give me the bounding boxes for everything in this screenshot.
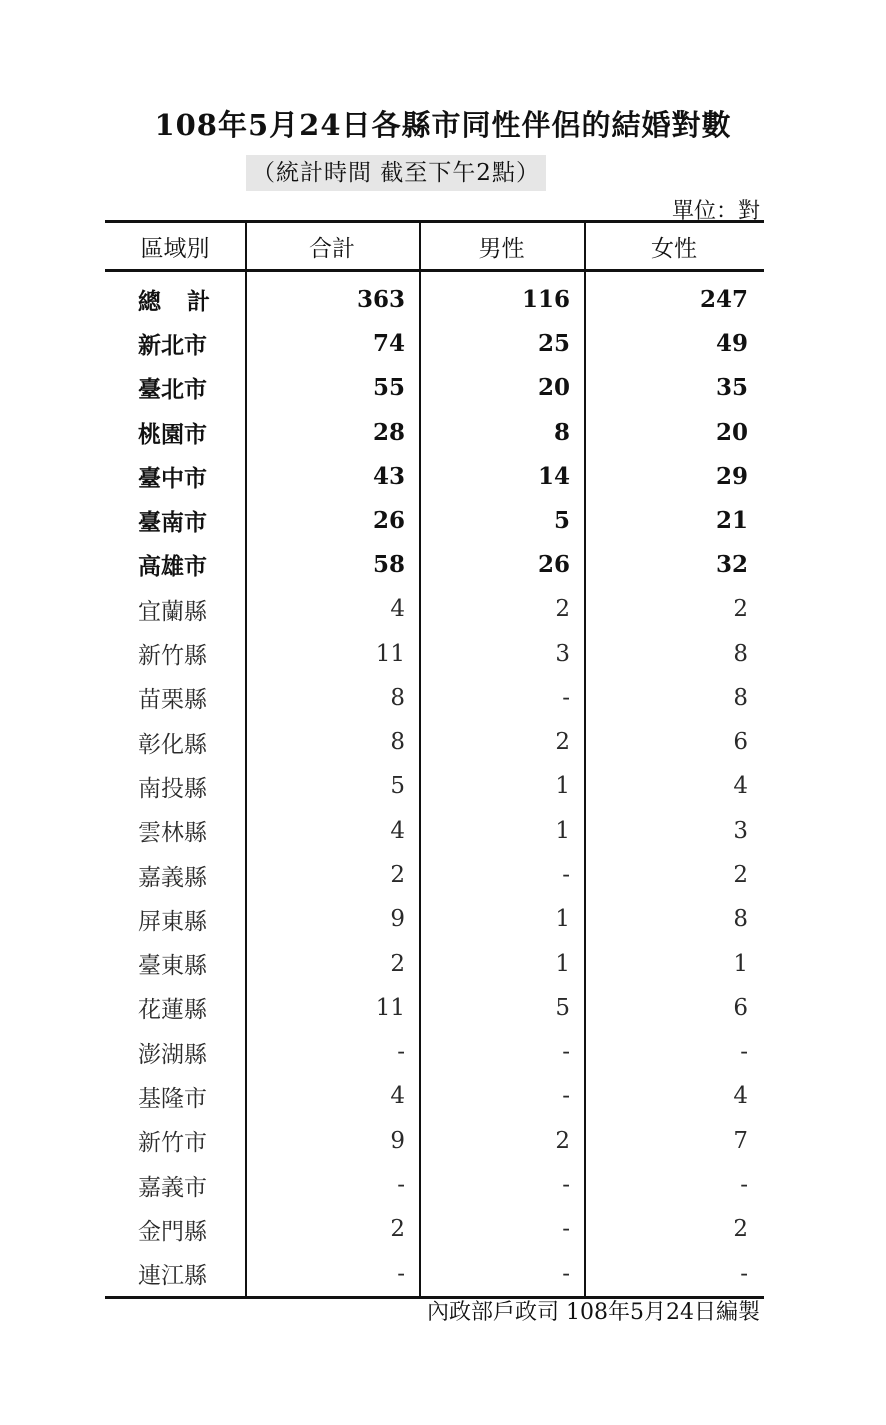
row-male: 20 — [537, 374, 570, 402]
row-male: - — [562, 1260, 570, 1287]
region-name: 嘉義縣 — [138, 864, 207, 891]
table-row — [105, 809, 764, 853]
region-name: 高雄市 — [138, 553, 207, 581]
row-total: 9 — [390, 1127, 405, 1154]
page-subtitle: （統計時間 截至下午2點） — [246, 155, 546, 191]
column-divider — [245, 223, 247, 1296]
region-name: 基隆市 — [138, 1085, 207, 1112]
region-name: 花蓮縣 — [138, 997, 207, 1024]
row-total: 5 — [390, 773, 405, 800]
region-name: 臺北市 — [138, 376, 207, 404]
region-name: 連江縣 — [138, 1263, 207, 1290]
table-row — [105, 1252, 764, 1296]
row-total: 26 — [372, 507, 405, 535]
region-name: 新竹市 — [138, 1130, 207, 1157]
row-male: - — [562, 1172, 570, 1199]
row-total: 4 — [390, 596, 405, 623]
row-total: 2 — [390, 862, 405, 888]
row-total: 58 — [372, 551, 405, 579]
row-male: 25 — [537, 329, 570, 357]
region-name: 彰化縣 — [138, 731, 207, 758]
row-male: 2 — [555, 596, 570, 623]
table-row — [105, 1207, 764, 1251]
table-row — [105, 986, 764, 1030]
row-total: 2 — [390, 950, 405, 977]
table-row — [105, 1030, 764, 1074]
row-female: 4 — [733, 1083, 748, 1110]
row-female: 21 — [715, 507, 748, 535]
row-female: 2 — [733, 862, 748, 888]
row-total: - — [397, 1260, 405, 1287]
region-name: 苗栗縣 — [138, 687, 207, 714]
table-row — [105, 498, 764, 542]
table-row — [105, 543, 764, 587]
row-male: - — [562, 862, 570, 888]
header-total: 合計 — [309, 235, 355, 262]
row-male: - — [562, 684, 570, 711]
table-row — [105, 676, 764, 720]
region-name: 宜蘭縣 — [138, 598, 207, 625]
column-divider — [584, 223, 586, 1296]
row-total: 11 — [375, 640, 405, 667]
row-female: 6 — [733, 994, 748, 1021]
row-total: 28 — [372, 418, 405, 446]
row-female: 32 — [715, 551, 748, 579]
row-total: 8 — [390, 729, 405, 756]
region-name: 臺中市 — [138, 464, 207, 492]
row-female: 2 — [733, 1216, 748, 1243]
row-male: - — [562, 1216, 570, 1243]
row-total: 8 — [390, 684, 405, 711]
table-row — [105, 410, 764, 454]
row-total: - — [397, 1172, 405, 1199]
header-female: 女性 — [651, 235, 697, 262]
table-row — [105, 587, 764, 631]
row-male: 5 — [553, 507, 570, 535]
row-total: 55 — [372, 374, 405, 402]
row-male: 1 — [555, 950, 570, 977]
row-female: 4 — [733, 773, 748, 800]
row-female: 3 — [733, 817, 748, 844]
row-male: 5 — [555, 994, 570, 1021]
marriage-table — [105, 220, 764, 1299]
region-name: 雲林縣 — [138, 820, 207, 847]
row-female: 1 — [733, 950, 748, 977]
row-total: 74 — [372, 329, 405, 357]
row-female: 8 — [733, 640, 748, 667]
row-female: - — [740, 1172, 748, 1199]
row-total: 43 — [372, 462, 405, 490]
table-row-total — [105, 277, 764, 321]
row-total: 9 — [390, 906, 405, 933]
row-male: 2 — [555, 729, 570, 756]
row-female: 2 — [733, 596, 748, 623]
row-male: 1 — [555, 906, 570, 933]
row-male: 2 — [555, 1127, 570, 1154]
region-name: 澎湖縣 — [138, 1041, 207, 1068]
table-row — [105, 897, 764, 941]
row-total: 4 — [390, 817, 405, 844]
table-row — [105, 1119, 764, 1163]
table-row — [105, 720, 764, 764]
table-row — [105, 853, 764, 897]
row-female: 29 — [715, 462, 748, 490]
region-name: 桃園市 — [138, 420, 207, 448]
row-female: - — [740, 1039, 748, 1066]
page-title: 108年5月24日各縣市同性伴侶的結婚對數 — [154, 108, 732, 142]
row-female: 35 — [715, 374, 748, 402]
table-row — [105, 1163, 764, 1207]
source-footer: 內政部戶政司 108年5月24日編製 — [427, 1300, 760, 1325]
row-female: 20 — [715, 418, 748, 446]
row-female: 7 — [733, 1127, 748, 1154]
row-female: 6 — [733, 729, 748, 756]
total-sum: 363 — [356, 285, 405, 313]
table-row — [105, 941, 764, 985]
row-male: 26 — [537, 551, 570, 579]
region-name: 臺東縣 — [138, 953, 207, 980]
row-male: 1 — [555, 773, 570, 800]
row-female: 49 — [715, 329, 748, 357]
row-male: - — [562, 1083, 570, 1110]
table-header-row — [105, 223, 764, 272]
region-name: 新竹縣 — [138, 643, 207, 670]
header-male: 男性 — [478, 235, 525, 262]
row-female: - — [740, 1260, 748, 1287]
table-row — [105, 366, 764, 410]
row-female: 8 — [733, 906, 748, 933]
region-name: 南投縣 — [138, 775, 207, 802]
table-row — [105, 1074, 764, 1118]
row-male: 1 — [555, 817, 570, 844]
total-label: 總計 — [138, 287, 236, 315]
row-male: 3 — [555, 640, 570, 667]
total-male: 116 — [521, 285, 570, 313]
row-total: 11 — [375, 994, 405, 1021]
row-male: - — [562, 1039, 570, 1066]
row-male: 14 — [537, 462, 570, 490]
row-total: 2 — [390, 1216, 405, 1243]
table-row — [105, 764, 764, 808]
table-row — [105, 631, 764, 675]
column-divider — [419, 223, 421, 1296]
unit-label: 單位：對 — [671, 199, 760, 224]
region-name: 新北市 — [138, 331, 207, 359]
table-body — [105, 321, 764, 1296]
region-name: 金門縣 — [138, 1218, 207, 1245]
header-region: 區域別 — [140, 235, 210, 262]
row-female: 8 — [733, 684, 748, 711]
region-name: 嘉義市 — [138, 1174, 207, 1201]
total-female: 247 — [699, 285, 748, 313]
row-total: 4 — [390, 1083, 405, 1110]
table-row — [105, 321, 764, 365]
region-name: 臺南市 — [138, 509, 207, 537]
row-total: - — [397, 1039, 405, 1066]
table-row — [105, 454, 764, 498]
region-name: 屏東縣 — [138, 908, 207, 935]
row-male: 8 — [553, 418, 570, 446]
